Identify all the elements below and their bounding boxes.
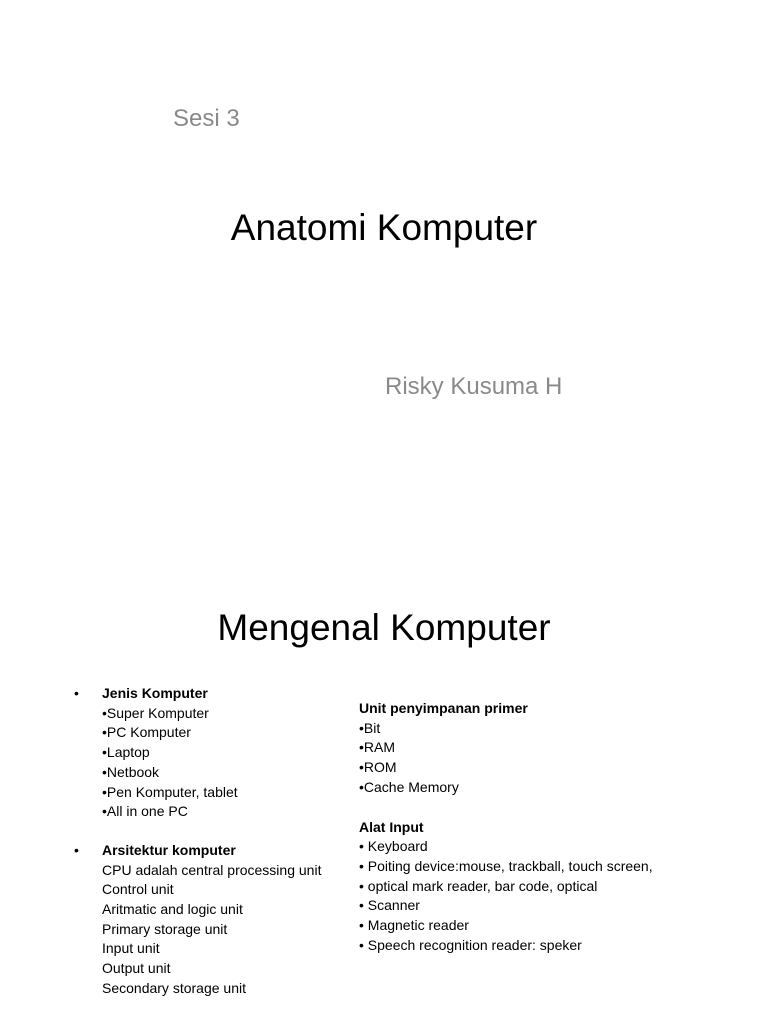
list-item: • optical mark reader, bar code, optical	[359, 877, 598, 894]
section-jenis-komputer	[74, 684, 354, 822]
list-item: •Pen Komputer, tablet	[102, 783, 238, 800]
list-item: •Netbook	[102, 763, 160, 780]
section-heading: Arsitektur komputer	[102, 841, 236, 858]
list-item: • Speech recognition reader: speker	[359, 936, 582, 953]
section-alat-input	[359, 818, 749, 956]
list-item: Aritmatic and logic unit	[102, 901, 243, 918]
list-item: Control unit	[102, 881, 174, 898]
left-column	[74, 684, 354, 999]
bullet-icon: •	[74, 841, 79, 858]
list-item: • Scanner	[359, 897, 420, 914]
section-heading: Jenis Komputer	[102, 685, 208, 701]
list-item: •Cache Memory	[359, 778, 459, 795]
list-item: •Laptop	[102, 744, 150, 761]
section-unit-penyimpanan	[359, 699, 749, 798]
list-item: •Bit	[359, 719, 381, 736]
author-name: Risky Kusuma H	[385, 373, 563, 400]
list-item: CPU adalah central processing unit	[102, 861, 322, 878]
list-item: • Poiting device:mouse, trackball, touch screen,	[359, 857, 653, 874]
slide-content	[0, 512, 768, 1024]
session-subtitle: Sesi 3	[173, 105, 240, 132]
slide-heading: Mengenal Komputer	[217, 607, 551, 648]
bullet-icon: •	[74, 685, 79, 701]
list-item: • Keyboard	[359, 838, 428, 855]
list-item: •PC Komputer	[102, 724, 191, 741]
list-item: Secondary storage unit	[102, 979, 246, 996]
section-heading: Unit penyimpanan primer	[359, 700, 528, 716]
list-item: • Magnetic reader	[359, 917, 469, 934]
list-item: •Super Komputer	[102, 704, 209, 721]
section-heading: Alat Input	[359, 818, 424, 835]
right-column	[359, 699, 749, 955]
list-item: Primary storage unit	[102, 920, 228, 937]
list-item: •RAM	[359, 739, 396, 756]
section-arsitektur-komputer	[74, 841, 354, 999]
presentation-title: Anatomi Komputer	[230, 207, 538, 248]
list-item: •ROM	[359, 759, 397, 776]
list-item: Output unit	[102, 960, 171, 977]
list-item: •All in one PC	[102, 803, 188, 820]
list-item: Input unit	[102, 940, 160, 957]
